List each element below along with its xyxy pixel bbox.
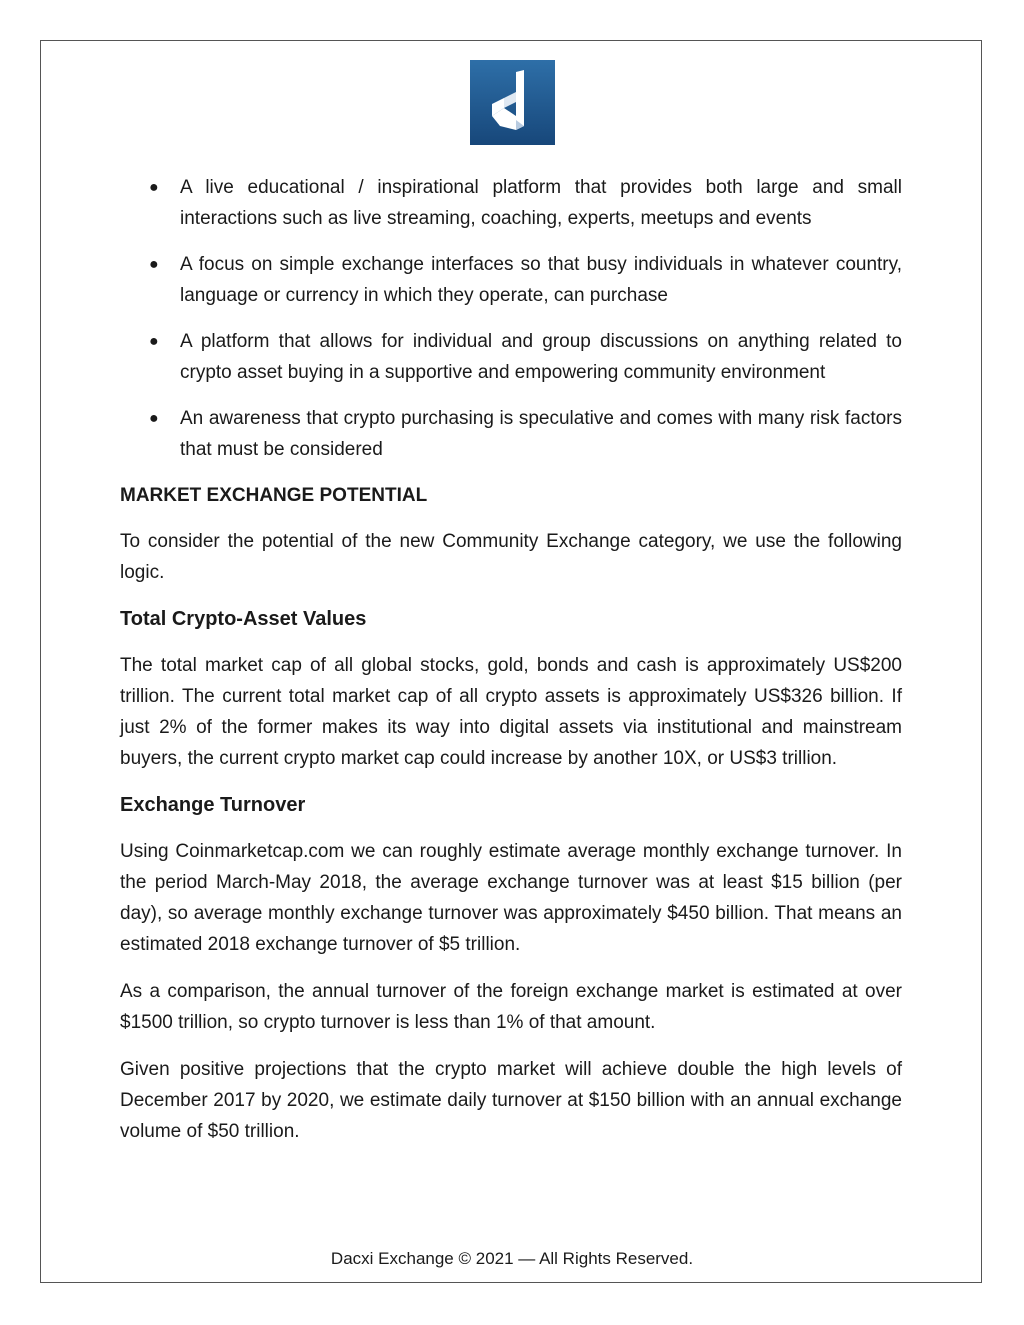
subheading-total-crypto-asset-values: Total Crypto-Asset Values [120,608,367,630]
bullet-text: An awareness that crypto purchasing is speculative and comes with many risk factors that must be considered [180,408,902,460]
bullet-dot: ● [149,410,159,427]
list-item [120,403,902,465]
bullet-dot: ● [149,333,159,350]
list-item [120,326,902,388]
page-footer: Dacxi Exchange © 2021 — All Rights Reserved. [330,1249,694,1268]
document-body [120,172,902,1163]
dacxi-logo-icon [470,60,555,145]
bullet-dot: ● [149,179,159,196]
bullet-text: A platform that allows for individual and group discussions on anything related to crypto asset buying in a supportive and empowering community environment [180,331,902,383]
intro-paragraph: To consider the potential of the new Community Exchange category, we use the following logic. [120,531,902,583]
subheading-exchange-turnover: Exchange Turnover [120,794,306,816]
feature-bullet-list [120,172,902,465]
list-item [120,172,902,234]
paragraph: Given positive projections that the crypto market will achieve double the high levels of December 2017 by 2020, we estimate daily turnover at $150 billion with an annual exchange volume of $50 trillion. [120,1059,902,1142]
list-item [120,249,902,311]
bullet-text: A live educational / inspirational platform that provides both large and small interactions such as live streaming, coaching, experts, meetups and events [180,177,902,229]
paragraph: The total market cap of all global stocks, gold, bonds and cash is approximately US$200 trillion. The current total market cap of all crypto assets is approximately US$326 billion. If just 2% of the former makes its way into digital assets via institutional and mainstream buyers, the current crypto market cap could increase by another 10X, or US$3 trillion. [120,655,902,769]
bullet-dot: ● [149,256,159,273]
section-heading: MARKET EXCHANGE POTENTIAL [120,485,428,506]
bullet-text: A focus on simple exchange interfaces so that busy individuals in whatever country, language or currency in which they operate, can purchase [180,254,902,306]
paragraph: As a comparison, the annual turnover of the foreign exchange market is estimated at over $1500 trillion, so crypto turnover is less than 1% of that amount. [120,981,902,1033]
paragraph: Using Coinmarketcap.com we can roughly estimate average monthly exchange turnover. In the period March-May 2018, the average exchange turnover was at least $15 billion (per day), so average monthly exchange turnover was approximately $450 billion. That means an estimated 2018 exchange turnover of $5 trillion. [120,841,902,955]
